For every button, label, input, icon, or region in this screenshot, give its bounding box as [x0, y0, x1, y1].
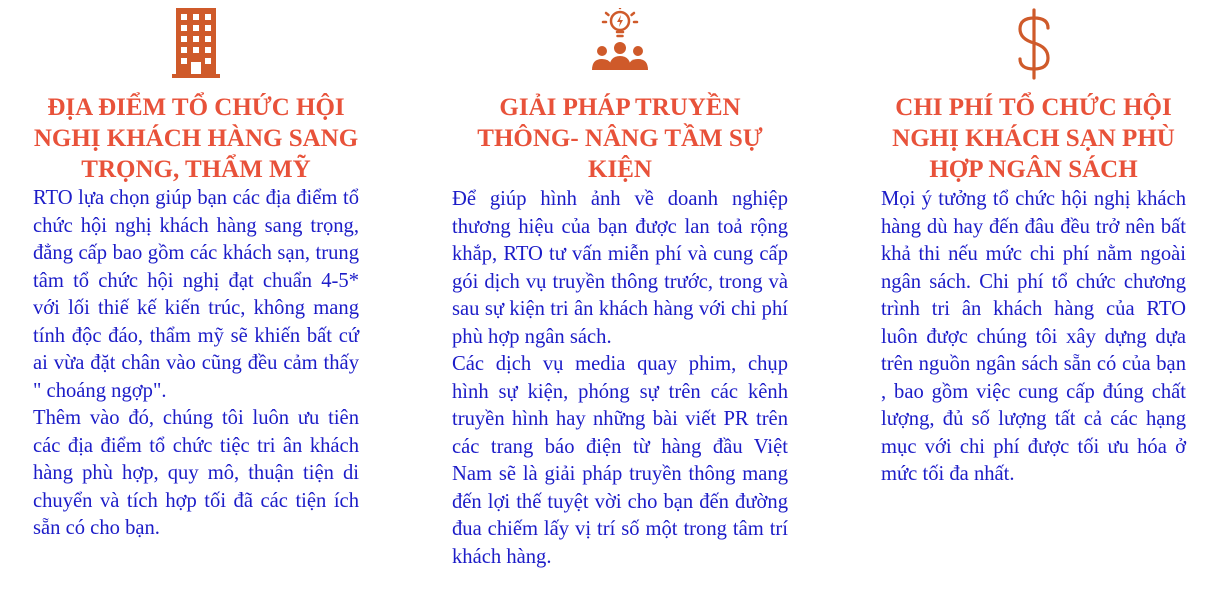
feature-body: [33, 185, 359, 543]
building-icon: [172, 8, 220, 78]
feature-heading: ĐỊA ĐIỂM TỔ CHỨC HỘI NGHỊ KHÁCH HÀNG SANG TRỌNG, THẨM MỸ: [33, 94, 359, 183]
feature-body: [881, 186, 1186, 489]
team-idea-icon: [589, 8, 651, 72]
feature-paragraph: Mọi ý tưởng tổ chức hội nghị khách hàng dù hay đến đâu đều trở nên bất khả thi nếu mức chi phí nằm ngoài ngân sách. Chi phí tổ chức chương trình tri ân khách hàng của RTO luôn được chúng tôi xây dựng dựa trên nguồn ngân sách sẵn có của bạn , bao gồm việc cung cấp đúng chất lượng, đủ số lượng tất cả các hạng mục với chi phí được tối ưu hóa ở mức tối đa nhất.: [881, 188, 1186, 485]
icon-container: [33, 0, 359, 82]
feature-paragraph: Để giúp hình ảnh về doanh nghiệp thương hiệu của bạn được lan toả rộng khắp, RTO tư vấn miễn phí và cung cấp gói dịch vụ truyền thông trước, trong và sau sự kiện tri ân khách hàng với chi phí phù hợp ngân sách.: [452, 188, 788, 348]
feature-body: [452, 186, 788, 571]
feature-heading: CHI PHÍ TỔ CHỨC HỘI NGHỊ KHÁCH SẠN PHÙ HỢP NGÂN SÁCH: [892, 94, 1175, 183]
feature-paragraph: Các dịch vụ media quay phim, chụp hình sự kiện, phóng sự trên các kênh truyền hình hay những bài viết PR trên các trang báo điện từ hàng đầu Việt Nam sẽ là giải pháp truyền thông mang đến lợi thế tuyệt vời cho bạn đến đường đua chiếm lấy vị trí số một trong tâm trí khách hàng.: [452, 353, 788, 568]
dollar-icon: [1014, 8, 1054, 80]
feature-column-venue: [33, 0, 359, 543]
icon-container: [881, 0, 1186, 82]
feature-paragraph: RTO lựa chọn giúp bạn các địa điểm tổ chức hội nghị khách hàng sang trọng, đẳng cấp bao gồm các khách sạn, trung tâm tổ chức hội nghị đạt chuẩn 4-5* với lối thiế kế kiến trúc, không mang tính độc đáo, thẩm mỹ sẽ khiến bất cứ ai vừa đặt chân vào cũng đều cảm thấy " choáng ngợp".: [33, 187, 359, 402]
feature-heading: GIẢI PHÁP TRUYỀN THÔNG- NÂNG TẦM SỰ KIỆN: [477, 94, 763, 183]
feature-column-media: [452, 0, 788, 571]
feature-column-cost: [881, 0, 1186, 489]
icon-container: [452, 0, 788, 82]
feature-paragraph: Thêm vào đó, chúng tôi luôn ưu tiên các địa điểm tổ chức tiệc tri ân khách hàng phù hợp, quy mô, thuận tiện di chuyển và tích hợp tối đã các tiện ích sẵn có cho bạn.: [33, 407, 359, 539]
